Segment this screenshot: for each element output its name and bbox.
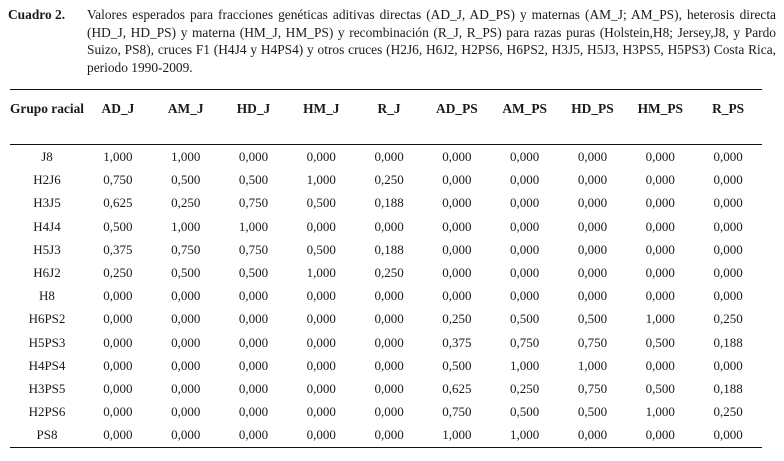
value-cell: 0,750 [577,381,608,397]
value-cell: 0,000 [238,311,269,327]
value-cell: 0,000 [577,149,608,164]
value-cell: 0,750 [577,334,608,350]
table-row [10,215,762,238]
row-label-cell: H5J3 [33,241,61,257]
value-cell: 1,000 [238,218,269,234]
value-cell: 1,000 [306,265,336,281]
value-cell: 0,625 [103,195,133,211]
value-cell: 0,000 [238,381,269,397]
value-cell: 0,000 [103,357,133,373]
value-cell: 0,000 [645,149,675,164]
header-row [10,90,762,145]
table-row [10,400,762,423]
value-cell: 0,000 [306,149,336,164]
value-cell: 0,500 [238,265,269,281]
column-header: HD_PS [571,101,614,116]
table-row [10,238,762,261]
value-cell: 0,000 [713,288,743,304]
table-row [10,331,762,354]
value-cell: 0,188 [713,334,743,350]
table-header [10,90,762,145]
value-cell: 0,000 [171,357,201,373]
value-cell: 0,000 [374,311,404,327]
value-cell: 0,000 [510,288,540,304]
value-cell: 0,000 [374,381,404,397]
value-cell: 0,000 [645,172,675,188]
value-cell: 0,000 [103,334,133,350]
value-cell: 1,000 [510,427,540,443]
value-cell: 1,000 [171,149,201,164]
value-cell: 0,750 [171,241,201,257]
value-cell: 0,250 [713,404,743,420]
value-cell: 0,000 [577,265,608,281]
value-cell: 0,000 [510,218,540,234]
value-cell: 0,500 [510,404,540,420]
value-cell: 0,000 [713,149,743,164]
row-label-cell: J8 [41,149,53,164]
value-cell: 0,000 [510,241,540,257]
value-cell: 0,000 [238,149,269,164]
value-cell: 0,500 [306,241,336,257]
value-cell: 0,500 [442,357,472,373]
value-cell: 0,000 [577,195,608,211]
value-cell: 0,000 [713,265,743,281]
value-cell: 0,000 [238,334,269,350]
value-cell: 0,000 [510,265,540,281]
row-label-cell: H4J4 [33,218,61,234]
value-cell: 0,000 [713,357,743,373]
value-cell: 1,000 [171,218,201,234]
value-cell: 0,375 [103,241,133,257]
value-cell: 0,000 [645,357,675,373]
value-cell: 0,500 [171,265,201,281]
value-cell: 0,000 [374,149,404,164]
table-row [10,354,762,377]
value-cell: 0,250 [103,265,133,281]
value-cell: 0,000 [645,265,675,281]
value-cell: 1,000 [306,172,336,188]
value-cell: 0,000 [577,288,608,304]
value-cell: 0,000 [442,149,472,164]
value-cell: 0,000 [713,427,743,443]
value-cell: 0,000 [645,288,675,304]
table-caption [8,6,776,76]
row-label-cell: H4PS4 [28,357,66,373]
value-cell: 0,500 [577,404,608,420]
value-cell: 0,000 [103,427,133,443]
value-cell: 0,000 [374,334,404,350]
value-cell: 0,000 [306,334,336,350]
table-row [10,377,762,400]
value-cell: 0,500 [645,381,675,397]
row-label-cell: H3PS5 [28,381,66,397]
column-header: AD_J [101,101,135,116]
column-header: AD_PS [436,101,478,116]
column-header: Grupo racial [10,101,85,116]
value-cell: 0,000 [442,195,472,211]
value-cell: 0,000 [171,427,201,443]
value-cell: 0,000 [238,404,269,420]
column-header: AM_J [167,101,204,116]
row-label-cell: H3J5 [33,195,61,211]
value-cell: 0,000 [374,218,404,234]
value-cell: 0,500 [577,311,608,327]
value-cell: 0,500 [238,172,269,188]
value-cell: 0,000 [306,218,336,234]
table-body [10,145,762,448]
value-cell: 0,000 [171,311,201,327]
value-cell: 0,000 [171,334,201,350]
value-cell: 0,000 [103,288,133,304]
caption-text: Valores esperados para fracciones genéticas aditivas directas (AD_J, AD_PS) y maternas (AM_J; AM_PS), heterosis directa (HD_J, HD_PS) y materna (HM_J, HM_PS) y recombinación (R_J, R_PS) para razas puras (Holstein,H8; Jersey,J8, y Pardo Suizo, PS8), cruces F1 (H4J4 y H4PS4) y otros cruces (H2J6, H6J2, H2PS6, H6PS2, H3J5, H5J3, H3PS5, H5PS3) Costa Rica, periodo 1990-2009. [87,7,776,75]
genetic-fractions-table [10,89,762,448]
value-cell: 0,000 [103,404,133,420]
data-table-container [10,89,762,448]
row-label-cell: H6J2 [33,265,61,281]
row-label-cell: H5PS3 [28,334,66,350]
value-cell: 0,000 [577,218,608,234]
value-cell: 0,000 [713,218,743,234]
value-cell: 0,250 [374,172,404,188]
value-cell: 0,188 [374,241,404,257]
value-cell: 0,750 [238,195,269,211]
table-row [10,284,762,307]
value-cell: 0,000 [645,427,675,443]
value-cell: 0,000 [442,241,472,257]
value-cell: 0,000 [306,404,336,420]
value-cell: 0,000 [510,195,540,211]
table-row [10,191,762,214]
row-label-cell: H8 [39,288,55,304]
value-cell: 0,250 [171,195,201,211]
value-cell: 0,750 [103,172,133,188]
value-cell: 0,000 [374,357,404,373]
value-cell: 0,000 [238,357,269,373]
value-cell: 0,000 [510,172,540,188]
column-header: R_PS [712,101,745,116]
value-cell: 0,750 [442,404,472,420]
value-cell: 0,500 [306,195,336,211]
value-cell: 0,000 [442,288,472,304]
value-cell: 0,375 [442,334,472,350]
value-cell: 0,000 [306,288,336,304]
column-header: AM_PS [502,101,547,116]
value-cell: 0,000 [306,381,336,397]
value-cell: 0,000 [713,241,743,257]
value-cell: 0,000 [238,427,269,443]
value-cell: 0,750 [510,334,540,350]
value-cell: 0,000 [645,195,675,211]
value-cell: 0,000 [374,288,404,304]
row-label-cell: H2J6 [33,172,61,188]
value-cell: 0,500 [510,311,540,327]
value-cell: 0,250 [713,311,743,327]
value-cell: 0,188 [374,195,404,211]
value-cell: 0,000 [577,427,608,443]
value-cell: 0,500 [103,218,133,234]
row-label-cell: H6PS2 [28,311,66,327]
value-cell: 0,000 [510,149,540,164]
value-cell: 0,000 [442,265,472,281]
column-header: R_J [377,101,401,116]
value-cell: 0,000 [171,288,201,304]
value-cell: 0,000 [374,427,404,443]
value-cell: 0,000 [306,311,336,327]
value-cell: 0,500 [171,172,201,188]
value-cell: 0,250 [442,311,472,327]
value-cell: 0,625 [442,381,472,397]
value-cell: 0,000 [577,241,608,257]
value-cell: 1,000 [103,149,133,164]
value-cell: 0,000 [713,195,743,211]
value-cell: 0,000 [374,404,404,420]
value-cell: 0,000 [306,427,336,443]
value-cell: 1,000 [645,311,675,327]
row-label-cell: PS8 [36,427,58,443]
value-cell: 0,000 [171,381,201,397]
table-row [10,423,762,447]
value-cell: 0,000 [103,311,133,327]
value-cell: 1,000 [510,357,540,373]
value-cell: 1,000 [442,427,472,443]
column-header: HM_PS [637,101,683,116]
value-cell: 0,188 [713,381,743,397]
value-cell: 1,000 [645,404,675,420]
value-cell: 0,000 [238,288,269,304]
value-cell: 0,750 [238,241,269,257]
value-cell: 0,000 [442,172,472,188]
table-row [10,307,762,330]
value-cell: 0,000 [306,357,336,373]
value-cell: 0,000 [645,218,675,234]
value-cell: 1,000 [577,357,608,373]
value-cell: 0,000 [577,172,608,188]
value-cell: 0,000 [645,241,675,257]
table-row [10,261,762,284]
table-row [10,145,762,169]
value-cell: 0,000 [171,404,201,420]
column-header: HM_J [303,101,340,116]
value-cell: 0,500 [645,334,675,350]
table-row [10,168,762,191]
value-cell: 0,000 [713,172,743,188]
value-cell: 0,000 [442,218,472,234]
value-cell: 0,250 [510,381,540,397]
column-header: HD_J [236,101,271,116]
value-cell: 0,250 [374,265,404,281]
value-cell: 0,000 [103,381,133,397]
row-label-cell: H2PS6 [28,404,66,420]
caption-label: Cuadro 2. [8,7,66,22]
